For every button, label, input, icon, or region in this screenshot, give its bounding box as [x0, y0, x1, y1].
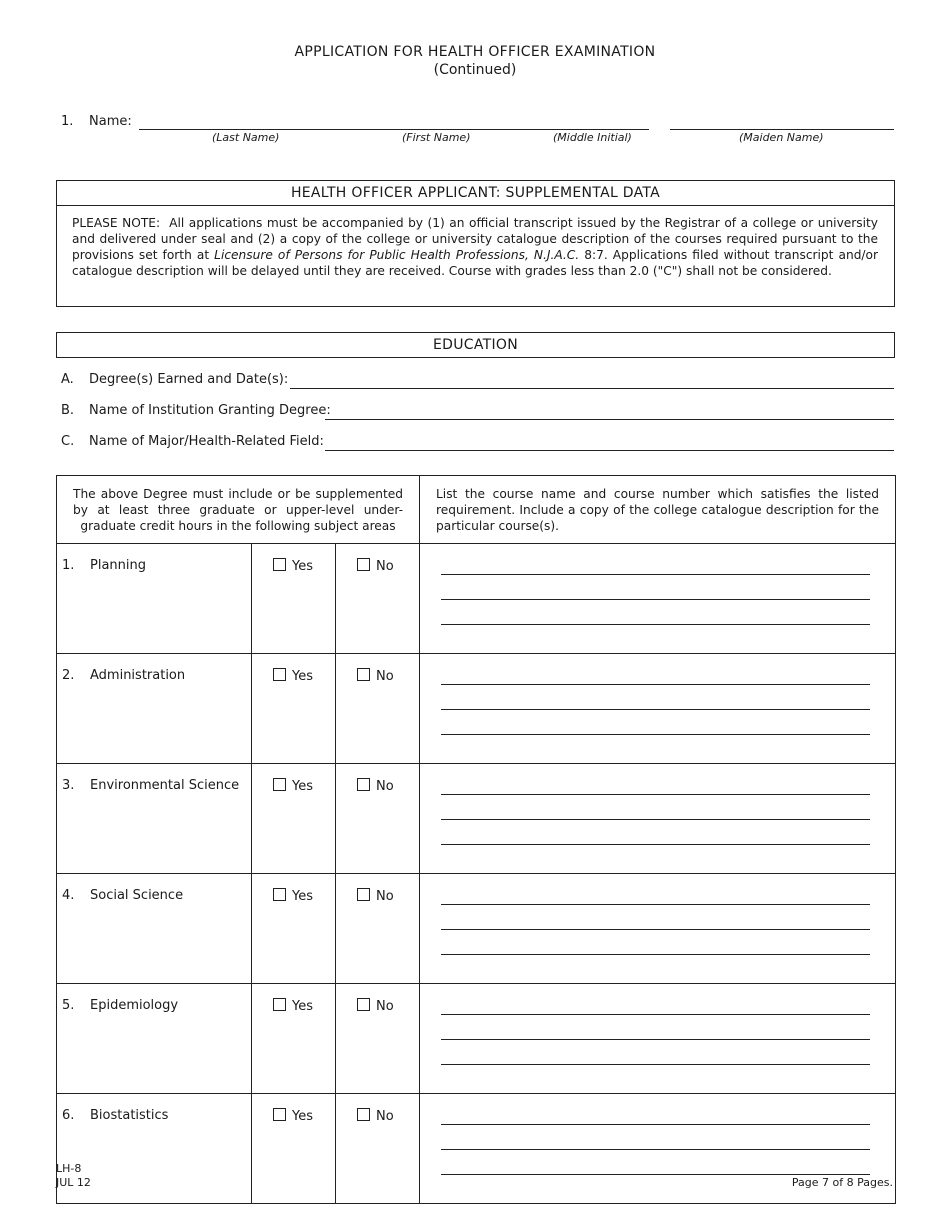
no-checkbox[interactable] — [357, 558, 370, 571]
course-input[interactable] — [441, 844, 870, 845]
course-lines — [420, 764, 896, 874]
major-input[interactable] — [325, 450, 894, 451]
requirements-table — [56, 475, 895, 1124]
yes-checkbox[interactable] — [273, 558, 286, 571]
supplemental-heading: HEALTH OFFICER APPLICANT: SUPPLEMENTAL DATA — [57, 181, 894, 206]
yes-option[interactable] — [252, 1094, 336, 1204]
no-option[interactable] — [336, 874, 420, 984]
yes-checkbox[interactable] — [273, 668, 286, 681]
note-part2: 8:7. Applications filed without transcript and/or catalogue description will be delayed until they are received. Course with grades less than 2.0 ("C") shall not be considered. — [72, 248, 879, 278]
institution-letter: B. — [61, 403, 75, 418]
yes-label: Yes — [292, 669, 313, 684]
no-option[interactable] — [336, 984, 420, 1094]
yes-label: Yes — [292, 999, 313, 1014]
subject-number: 6. — [62, 1108, 75, 1123]
subject-name: Administration — [90, 668, 186, 683]
no-label: No — [376, 1109, 394, 1124]
course-input[interactable] — [441, 1014, 870, 1015]
no-option[interactable] — [336, 654, 420, 764]
course-input[interactable] — [441, 734, 870, 735]
name-label: Name: — [89, 114, 132, 129]
table-row — [57, 544, 896, 654]
subject-name: Planning — [90, 558, 146, 573]
no-option[interactable] — [336, 544, 420, 654]
course-input[interactable] — [441, 819, 870, 820]
yes-label: Yes — [292, 1109, 313, 1124]
requirements-right-header: List the course name and course number which satisfies the listed requirement. Include a copy of the college catalogue description for the particular course(s). — [420, 476, 896, 544]
form-code: LH-8 — [56, 1162, 82, 1175]
subject-number: 4. — [62, 888, 75, 903]
note-part1: All applications must be accompanied by (1) an official transcript issued by the Registrar of a college or university and delivered under seal and (2) a copy of the college or university catalogue description of the courses required pursuant to the provisions set forth at — [72, 216, 879, 262]
subject-number: 1. — [62, 558, 75, 573]
subject-name: Environmental Science — [90, 778, 240, 793]
no-label: No — [376, 999, 394, 1014]
course-input[interactable] — [441, 1149, 870, 1150]
note-citation: Licensure of Persons for Public Health Professions, N.J.A.C. — [214, 248, 580, 262]
first-name-caption: (First Name) — [402, 131, 471, 144]
no-option[interactable] — [336, 764, 420, 874]
major-label: Name of Major/Health-Related Field: — [89, 434, 324, 449]
subject-cell — [57, 984, 252, 1094]
maiden-name-caption: (Maiden Name) — [739, 131, 824, 144]
yes-label: Yes — [292, 889, 313, 904]
form-subtitle: (Continued) — [433, 62, 517, 78]
no-label: No — [376, 669, 394, 684]
yes-option[interactable] — [252, 544, 336, 654]
subject-number: 2. — [62, 668, 75, 683]
no-checkbox[interactable] — [357, 998, 370, 1011]
no-label: No — [376, 779, 394, 794]
course-input[interactable] — [441, 624, 870, 625]
subject-cell — [57, 874, 252, 984]
course-lines — [420, 874, 896, 984]
no-checkbox[interactable] — [357, 888, 370, 901]
name-number: 1. — [61, 114, 74, 129]
subject-cell — [57, 764, 252, 874]
course-input[interactable] — [441, 904, 870, 905]
subject-name: Epidemiology — [90, 998, 179, 1013]
course-lines — [420, 544, 896, 654]
subject-cell — [57, 654, 252, 764]
course-input[interactable] — [441, 929, 870, 930]
requirements-left-header: The above Degree must include or be supplemented by at least three graduate or upper-level under-graduate credit hours in the following subject areas — [57, 476, 420, 544]
please-note-text — [72, 215, 878, 279]
table-row — [57, 764, 896, 874]
course-input[interactable] — [441, 954, 870, 955]
yes-checkbox[interactable] — [273, 1108, 286, 1121]
page-number: Page 7 of 8 Pages. — [791, 1176, 893, 1189]
no-label: No — [376, 889, 394, 904]
yes-option[interactable] — [252, 654, 336, 764]
no-checkbox[interactable] — [357, 1108, 370, 1121]
yes-checkbox[interactable] — [273, 778, 286, 791]
yes-checkbox[interactable] — [273, 998, 286, 1011]
degree-label: Degree(s) Earned and Date(s): — [89, 372, 289, 387]
middle-initial-caption: (Middle Initial) — [553, 131, 632, 144]
course-input[interactable] — [441, 1039, 870, 1040]
supplemental-data-box — [56, 180, 895, 307]
course-lines — [420, 984, 896, 1094]
no-option[interactable] — [336, 1094, 420, 1204]
course-input[interactable] — [441, 1064, 870, 1065]
form-title: APPLICATION FOR HEALTH OFFICER EXAMINATION — [294, 44, 656, 60]
subject-name: Social Science — [90, 888, 184, 903]
subject-cell — [57, 544, 252, 654]
yes-label: Yes — [292, 559, 313, 574]
no-label: No — [376, 559, 394, 574]
yes-checkbox[interactable] — [273, 888, 286, 901]
degree-input[interactable] — [290, 388, 894, 389]
institution-label: Name of Institution Granting Degree: — [89, 403, 331, 418]
course-input[interactable] — [441, 684, 870, 685]
course-input[interactable] — [441, 599, 870, 600]
education-heading: EDUCATION — [56, 332, 895, 358]
table-row — [57, 984, 896, 1094]
degree-letter: A. — [61, 372, 74, 387]
subject-number: 5. — [62, 998, 75, 1013]
course-input[interactable] — [441, 794, 870, 795]
course-input[interactable] — [441, 1124, 870, 1125]
major-letter: C. — [61, 434, 75, 449]
yes-label: Yes — [292, 779, 313, 794]
institution-input[interactable] — [325, 419, 894, 420]
subject-number: 3. — [62, 778, 75, 793]
maiden-name-input[interactable] — [670, 129, 894, 130]
yes-option[interactable] — [252, 764, 336, 874]
table-row — [57, 874, 896, 984]
yes-option[interactable] — [252, 874, 336, 984]
no-checkbox[interactable] — [357, 668, 370, 681]
subject-name: Biostatistics — [90, 1108, 169, 1123]
table-row — [57, 654, 896, 764]
name-input[interactable] — [139, 129, 649, 130]
form-revision: JUL 12 — [56, 1176, 91, 1189]
course-input[interactable] — [441, 574, 870, 575]
note-label: PLEASE NOTE: — [72, 216, 161, 230]
form-code-block — [56, 1162, 91, 1190]
no-checkbox[interactable] — [357, 778, 370, 791]
course-lines — [420, 654, 896, 764]
course-input[interactable] — [441, 1174, 870, 1175]
course-input[interactable] — [441, 709, 870, 710]
last-name-caption: (Last Name) — [212, 131, 280, 144]
yes-option[interactable] — [252, 984, 336, 1094]
table-row — [57, 1094, 896, 1204]
